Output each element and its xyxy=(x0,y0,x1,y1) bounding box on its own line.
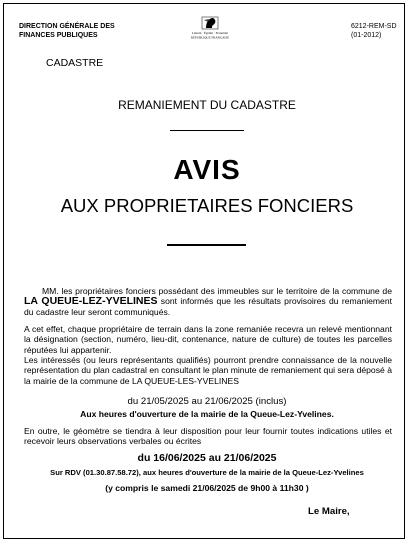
form-reference xyxy=(351,22,397,40)
consultation-dates: du 21/05/2025 au 21/06/2025 (inclus) xyxy=(127,396,287,407)
logo-motto: Liberté · Égalité · Fraternité xyxy=(192,31,228,35)
divider-top xyxy=(170,130,244,131)
form-edition: (01-2012) xyxy=(351,32,382,39)
authority-line-2: FINANCES PUBLIQUES xyxy=(19,32,98,39)
logo-republique: RÉPUBLIQUE FRANÇAISE xyxy=(190,35,230,40)
geometre-dates: du 16/06/2025 au 21/06/2025 xyxy=(137,452,277,464)
department-label: CADASTRE xyxy=(46,57,104,69)
commune-name: LA QUEUE-LEZ-YVELINES xyxy=(24,295,158,308)
notice-page xyxy=(3,3,405,539)
form-code: 6212-REM-SD xyxy=(351,23,397,30)
paragraph-releve: A cet effet, chaque propriétaire de terrain dans la zone remaniée recevra un relevé mentionnant la désignation (section, numéro, lieu-dit, contenance, nature de culture) de toutes les parcelles réputées lui appartenir. xyxy=(24,324,392,355)
intro-text-end: sont informés que les résultats provisoires du remaniement du cadastre leur seront communiqués. xyxy=(24,296,392,317)
saturday-hours: (y compris le samedi 21/06/2025 de 9h00 à 11h30 ) xyxy=(105,483,309,493)
signature: Le Maire, xyxy=(308,506,350,517)
divider-bottom xyxy=(167,244,246,246)
issuing-authority xyxy=(19,22,115,40)
subject-heading: REMANIEMENT DU CADASTRE xyxy=(118,98,296,112)
notice-audience: AUX PROPRIETAIRES FONCIERS xyxy=(60,195,354,216)
authority-line-1: DIRECTION GÉNÉRALE DES xyxy=(19,23,115,30)
paragraph-geometre: En outre, le géomètre se tiendra à leur disposition pour leur fournir toutes indications utiles et recevoir leurs observations verbales ou écrites xyxy=(24,426,392,447)
marianne-logo xyxy=(187,16,233,42)
consultation-hours: Aux heures d'ouverture de la mairie de la Queue-Lez-Yvelines. xyxy=(80,409,334,419)
intro-text-start: MM. les propriétaires fonciers possédant des immeubles sur le territoire de la commune de xyxy=(42,286,392,296)
appointment-info: Sur RDV (01.30.87.58.72), aux heures d'ouverture de la mairie de la Queue-Lez-Yvelines xyxy=(50,468,364,477)
paragraph-consultation: Les intéressés (ou leurs représentants qualifiés) pourront prendre connaissance de la nouvelle représentation du plan cadastral en consultant le plan minute de remaniement qui sera déposé à la mairie de la commune de LA QUEUE-LES-YVELINES xyxy=(24,355,392,386)
paragraph-intro xyxy=(24,286,392,317)
notice-title: AVIS xyxy=(173,154,241,185)
